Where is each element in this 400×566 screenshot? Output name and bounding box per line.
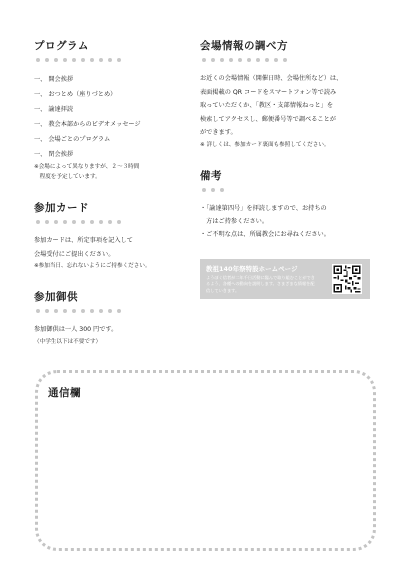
venue-heading: 会場情報の調べ方 [200,40,288,52]
list-item: 一、 おつとめ（座りづとめ） [34,91,117,98]
venue-section [200,38,372,150]
homepage-banner[interactable] [200,259,370,299]
card-section [34,200,204,271]
banner-title: 教祖140年祭特設ホームページ [206,264,298,273]
communication-box[interactable] [35,370,376,551]
communication-heading: 通信欄 [48,387,81,399]
card-heading: 参加カード [34,202,89,214]
right-column [200,38,372,299]
venue-text-2: 表面掲載の QR コードをスマートフォン等で読み [200,88,337,96]
bring-list [200,202,372,241]
qr-code-icon[interactable] [332,264,362,294]
program-heading: プログラム [34,40,89,52]
program-note-1: ※会場によって異なりますが、２～３時間 [34,164,140,170]
list-item: ・ご不明な点は、所属教会にお尋ねください。 [200,230,330,238]
banner-description: ようぼく信者が二年千日活動に臨んで取り組むことができるよう、各種への動向を説明します。さまざまな情報を配信していきます。 [206,274,315,293]
fee-note: （中学生以下は不要です） [34,338,102,345]
left-column [34,38,204,365]
venue-text-5: ができます。 [200,129,237,136]
venue-text-4: 検索してアクセスし、郵便番号等で調べることが [200,115,336,123]
venue-text-1: お近くの会場情報（開催日時、会場住所など）は、 [200,75,343,82]
list-item: 一、 会場ごとのプログラム [34,136,111,143]
venue-text-3: 取っていただくか、「教区・支部情報ねっと」を [200,102,334,109]
card-text-1: 参加カードは、所定事項を記入して [34,237,133,244]
program-section [34,38,204,182]
program-list [34,72,204,162]
list-item: 一、 教会本部からのビデオメッセージ [34,121,141,128]
bring-section [200,168,372,241]
fee-section [34,289,204,347]
card-note: ※参加当日、忘れないようにご持参ください。 [34,263,151,269]
bring-heading: 備考 [200,169,222,182]
list-item: 方はご持参ください。 [200,217,269,225]
dot-divider [202,58,372,62]
list-item: 一、 開会挨拶 [34,76,74,83]
fee-heading: 参加御供 [34,291,78,303]
list-item: 一、 諭達拝読 [34,106,74,113]
program-note-2: 程度を予定しています。 [34,174,101,180]
dot-divider [202,188,372,192]
dot-divider [36,58,204,62]
list-item: 一、 閉会挨拶 [34,151,74,158]
fee-text: 参加御供は一人 300 円です。 [34,326,118,333]
dot-divider [36,309,204,313]
venue-note: ※ 詳しくは、参加カード裏面も参照してください。 [200,141,330,148]
dot-divider [36,220,204,224]
list-item: ・「諭達第四号」を拝読しますので、お持ちの [200,204,327,212]
card-text-2: 会場受付にご提出ください。 [34,250,115,258]
